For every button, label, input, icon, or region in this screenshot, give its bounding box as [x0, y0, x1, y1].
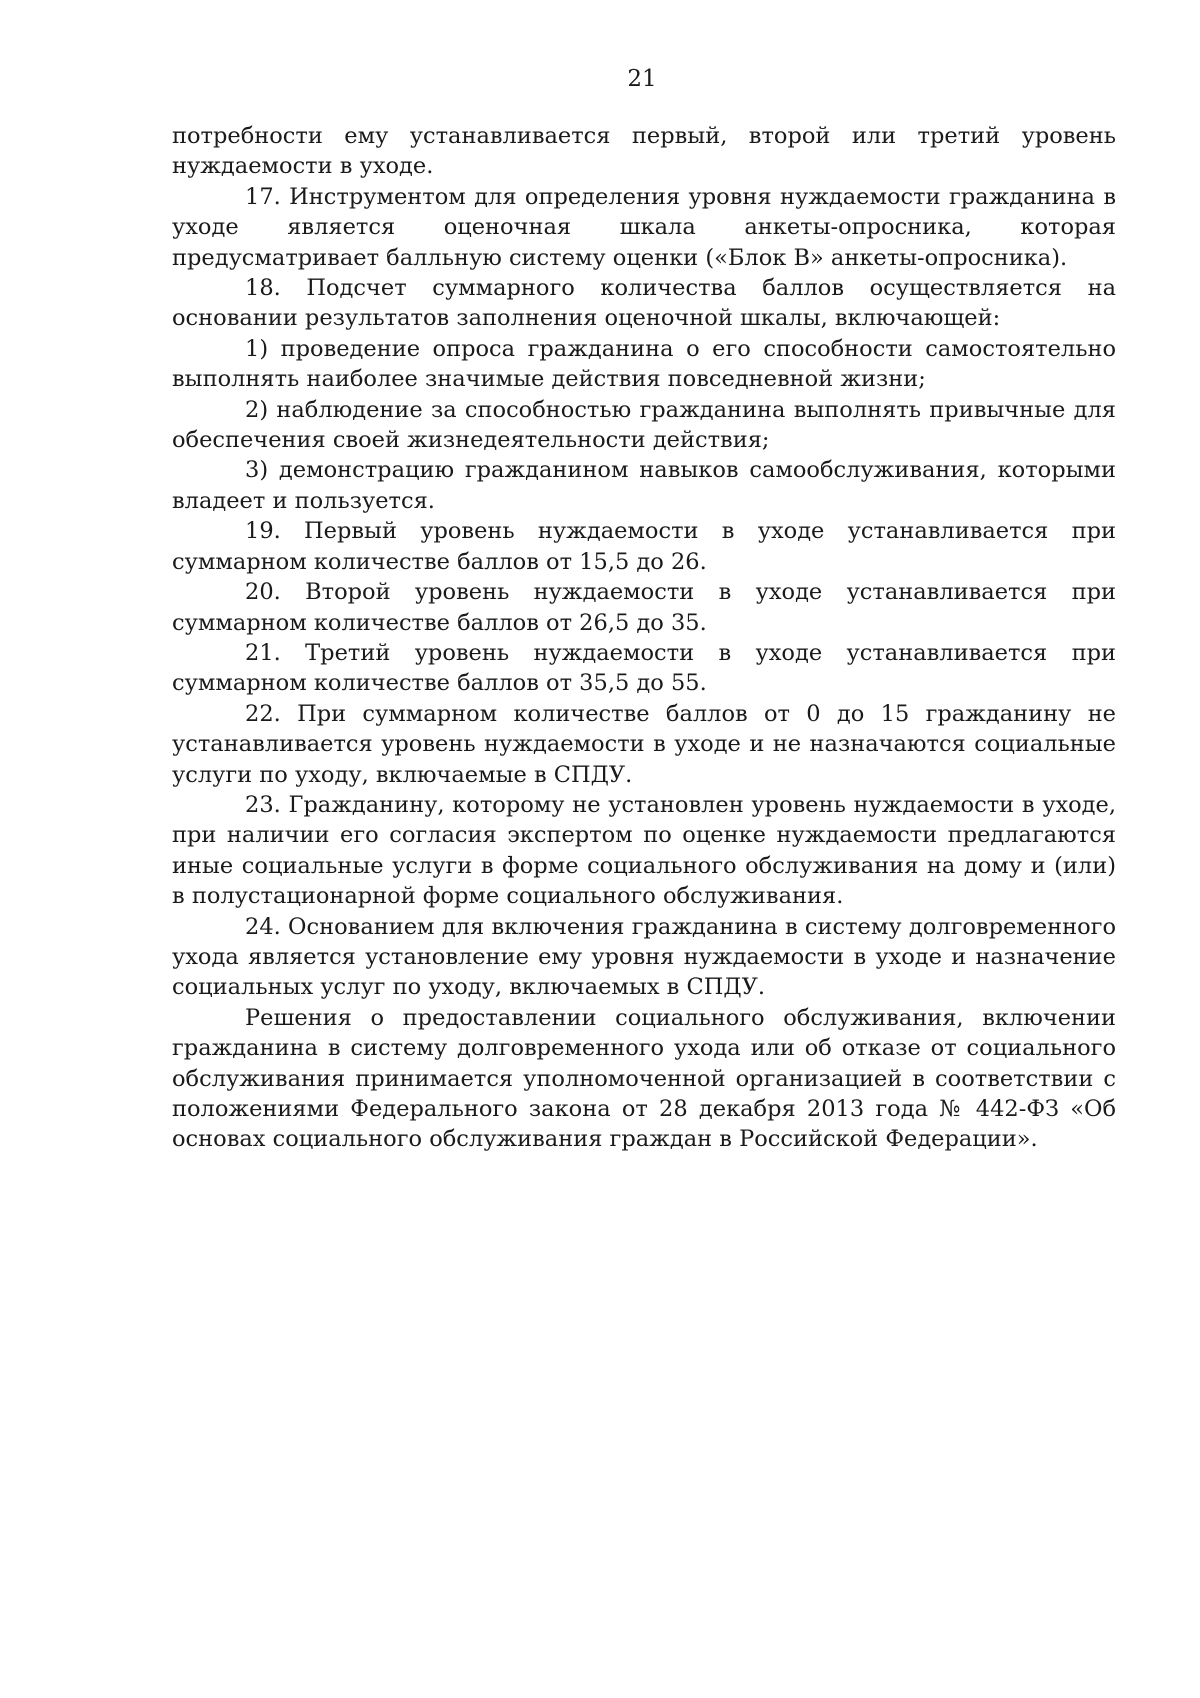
paragraph: 20. Второй уровень нуждаемости в уходе устанавливается при суммарном количестве баллов от 26,5 до 35.	[172, 579, 1116, 636]
page-number: 21	[627, 66, 657, 92]
paragraph: 22. При суммарном количестве баллов от 0 до 15 гражданину не устанавливается уровень нуждаемости в уходе и не назначаются социальные услуги по уходу, включаемые в СПДУ.	[172, 700, 1116, 788]
paragraph: 3) демонстрацию гражданином навыков самообслуживания, которыми владеет и пользуется.	[172, 457, 1116, 514]
paragraph: 2) наблюдение за способностью гражданина выполнять привычные для обеспечения своей жизнедеятельности действия;	[172, 396, 1116, 454]
paragraph: потребности ему устанавливается первый, второй или третий уровень нуждаемости в уходе.	[172, 123, 1116, 180]
paragraph: 18. Подсчет суммарного количества баллов осуществляется на основании результатов заполнения оценочной шкалы, включающей:	[172, 275, 1116, 332]
paragraph: 19. Первый уровень нуждаемости в уходе устанавливается при суммарном количестве баллов от 15,5 до 26.	[172, 518, 1116, 575]
paragraph: 17. Инструментом для определения уровня нуждаемости гражданина в уходе является оценочная шкала анкеты-опросника, которая предусматривает балльную систему оценки («Блок В» анкеты-опросника).	[172, 183, 1116, 271]
paragraph: 23. Гражданину, которому не установлен уровень нуждаемости в уходе, при наличии его согласия экспертом по оценке нуждаемости предлагаются иные социальные услуги в форме социального обслуживания на дому и (или) в полустационарной форме социального обслуживания.	[172, 791, 1116, 910]
document-body	[172, 121, 1116, 1155]
paragraph: 24. Основанием для включения гражданина в систему долговременного ухода является установление ему уровня нуждаемости в уходе и назначение социальных услуг по уходу, включаемых в СПДУ.	[172, 913, 1116, 1001]
paragraph: Решения о предоставлении социального обслуживания, включении гражданина в систему долговременного ухода или об отказе от социального обслуживания принимается уполномоченной организацией в соответствии с положениями Федерального закона от 28 декабря 2013 года № 442-ФЗ «Об основах социального обслуживания граждан в Российской Федерации».	[172, 1004, 1116, 1153]
paragraph: 1) проведение опроса гражданина о его способности самостоятельно выполнять наиболее значимые действия повседневной жизни;	[172, 335, 1116, 393]
paragraph: 21. Третий уровень нуждаемости в уходе устанавливается при суммарном количестве баллов от 35,5 до 55.	[172, 639, 1116, 697]
